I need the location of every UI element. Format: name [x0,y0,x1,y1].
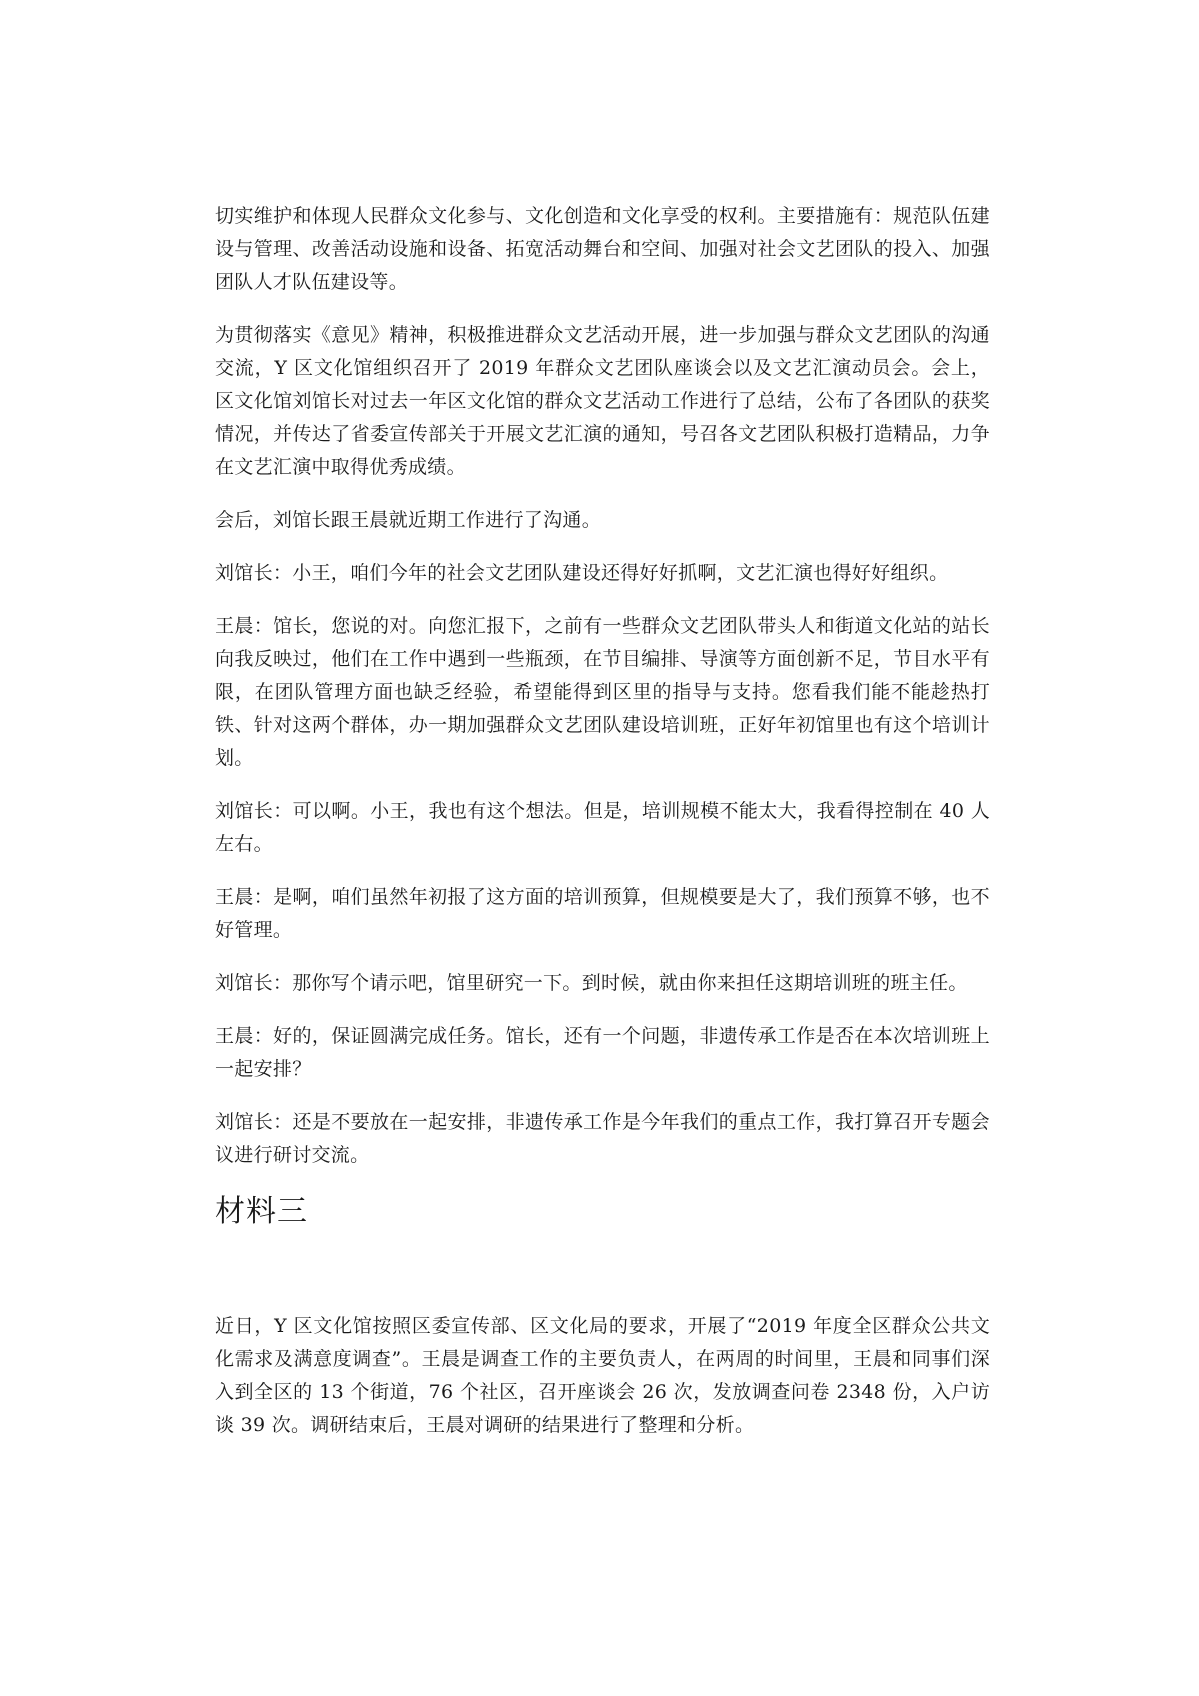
section-title-material-3: 材料三 [215,1194,308,1229]
dialogue-liu-4: 刘馆长：还是不要放在一起安排，非遗传承工作是今年我们的重点工作，我打算召开专题会议进行研讨交流。 [215,1111,990,1166]
paragraph-survey: 近日，Y 区文化馆按照区委宣传部、区文化局的要求，开展了“2019 年度全区群众公共文化需求及满意度调查”。王晨是调查工作的主要负责人，在两周的时间里，王晨和同事们深入到全区的 13 个街道，76 个社区，召开座谈会 26 次，发放调查问卷 2348 份，入户访谈 39 次。调研结束后，王晨对调研的结果进行了整理和分析。 [215,1315,990,1436]
paragraph-after-meeting: 会后，刘馆长跟王晨就近期工作进行了沟通。 [215,509,602,531]
dialogue-wang-2: 王晨：是啊，咱们虽然年初报了这方面的培训预算，但规模要是大了，我们预算不够，也不好管理。 [215,886,990,941]
dialogue-liu-2: 刘馆长：可以啊。小王，我也有这个想法。但是，培训规模不能太大，我看得控制在 40 人左右。 [215,800,990,855]
paragraph-rights-measures: 切实维护和体现人民群众文化参与、文化创造和文化享受的权利。主要措施有：规范队伍建设与管理、改善活动设施和设备、拓宽活动舞台和空间、加强对社会文艺团队的投入、加强团队人才队伍建设等。 [215,205,990,293]
paragraph-meeting-summary: 为贯彻落实《意见》精神，积极推进群众文艺活动开展，进一步加强与群众文艺团队的沟通交流，Y 区文化馆组织召开了 2019 年群众文艺团队座谈会以及文艺汇演动员会。会上，区文化馆刘馆长对过去一年区文化馆的群众文艺活动工作进行了总结，公布了各团队的获奖情况，并传达了省委宣传部关于开展文艺汇演的通知，号召各文艺团队积极打造精品，力争在文艺汇演中取得优秀成绩。 [215,324,990,478]
dialogue-liu-3: 刘馆长：那你写个请示吧，馆里研究一下。到时候，就由你来担任这期培训班的班主任。 [215,972,968,994]
document-page [215,200,990,1462]
dialogue-wang-3: 王晨：好的，保证圆满完成任务。馆长，还有一个问题，非遗传承工作是否在本次培训班上一起安排？ [215,1025,990,1080]
dialogue-liu-1: 刘馆长：小王，咱们今年的社会文艺团队建设还得好好抓啊，文艺汇演也得好好组织。 [215,562,949,584]
dialogue-wang-1: 王晨：馆长，您说的对。向您汇报下，之前有一些群众文艺团队带头人和街道文化站的站长向我反映过，他们在工作中遇到一些瓶颈，在节目编排、导演等方面创新不足，节目水平有限，在团队管理方面也缺乏经验，希望能得到区里的指导与支持。您看我们能不能趁热打铁、针对这两个群体，办一期加强群众文艺团队建设培训班，正好年初馆里也有这个培训计划。 [215,615,990,769]
